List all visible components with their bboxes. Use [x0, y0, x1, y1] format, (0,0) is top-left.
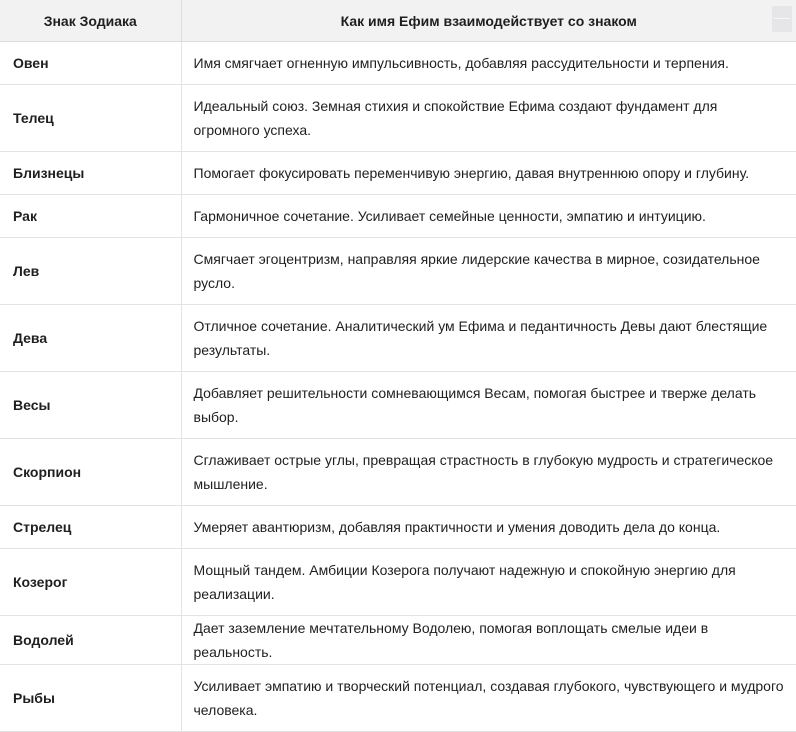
description-cell: Идеальный союз. Земная стихия и спокойствие Ефима создают фундамент для огромного успеха. [181, 85, 796, 152]
description-cell: Имя смягчает огненную импульсивность, добавляя рассудительности и терпения. [181, 42, 796, 85]
description-cell: Усиливает эмпатию и творческий потенциал, создавая глубокого, чувствующего и мудрого человека. [181, 665, 796, 732]
sign-cell: Рыбы [0, 665, 181, 732]
sign-cell: Рак [0, 195, 181, 238]
description-cell: Мощный тандем. Амбиции Козерога получают надежную и спокойную энергию для реализации. [181, 549, 796, 616]
description-cell: Помогает фокусировать переменчивую энергию, давая внутреннюю опору и глубину. [181, 152, 796, 195]
sign-cell: Телец [0, 85, 181, 152]
description-cell: Сглаживает острые углы, превращая страстность в глубокую мудрость и стратегическое мышление. [181, 439, 796, 506]
table-row [0, 195, 796, 238]
copy-button[interactable] [772, 6, 792, 32]
description-cell: Гармоничное сочетание. Усиливает семейные ценности, эмпатию и интуицию. [181, 195, 796, 238]
table-row [0, 439, 796, 506]
sign-cell: Стрелец [0, 506, 181, 549]
table-row [0, 152, 796, 195]
table-row [0, 616, 796, 665]
description-cell: Дает заземление мечтательному Водолею, помогая воплощать смелые идеи в реальность. [181, 616, 796, 665]
table-header [0, 0, 796, 42]
table-row [0, 238, 796, 305]
description-cell: Отличное сочетание. Аналитический ум Ефима и педантичность Девы дают блестящие результаты. [181, 305, 796, 372]
sign-cell: Козерог [0, 549, 181, 616]
table-body [0, 42, 796, 732]
table-row [0, 305, 796, 372]
table-row [0, 85, 796, 152]
table-row [0, 549, 796, 616]
description-cell: Смягчает эгоцентризм, направляя яркие лидерские качества в мирное, созидательное русло. [181, 238, 796, 305]
column-header-interaction: Как имя Ефим взаимодействует со знаком [181, 0, 796, 42]
table-row [0, 372, 796, 439]
sign-cell: Скорпион [0, 439, 181, 506]
table-row [0, 42, 796, 85]
description-cell: Умеряет авантюризм, добавляя практичности и умения доводить дела до конца. [181, 506, 796, 549]
table-row [0, 506, 796, 549]
copy-icon [774, 18, 790, 19]
sign-cell: Лев [0, 238, 181, 305]
header-row [0, 0, 796, 42]
column-header-sign: Знак Зодиака [0, 0, 181, 42]
sign-cell: Близнецы [0, 152, 181, 195]
sign-cell: Овен [0, 42, 181, 85]
sign-cell: Водолей [0, 616, 181, 665]
description-cell: Добавляет решительности сомневающимся Весам, помогая быстрее и тверже делать выбор. [181, 372, 796, 439]
sign-cell: Весы [0, 372, 181, 439]
sign-cell: Дева [0, 305, 181, 372]
table-row [0, 665, 796, 732]
